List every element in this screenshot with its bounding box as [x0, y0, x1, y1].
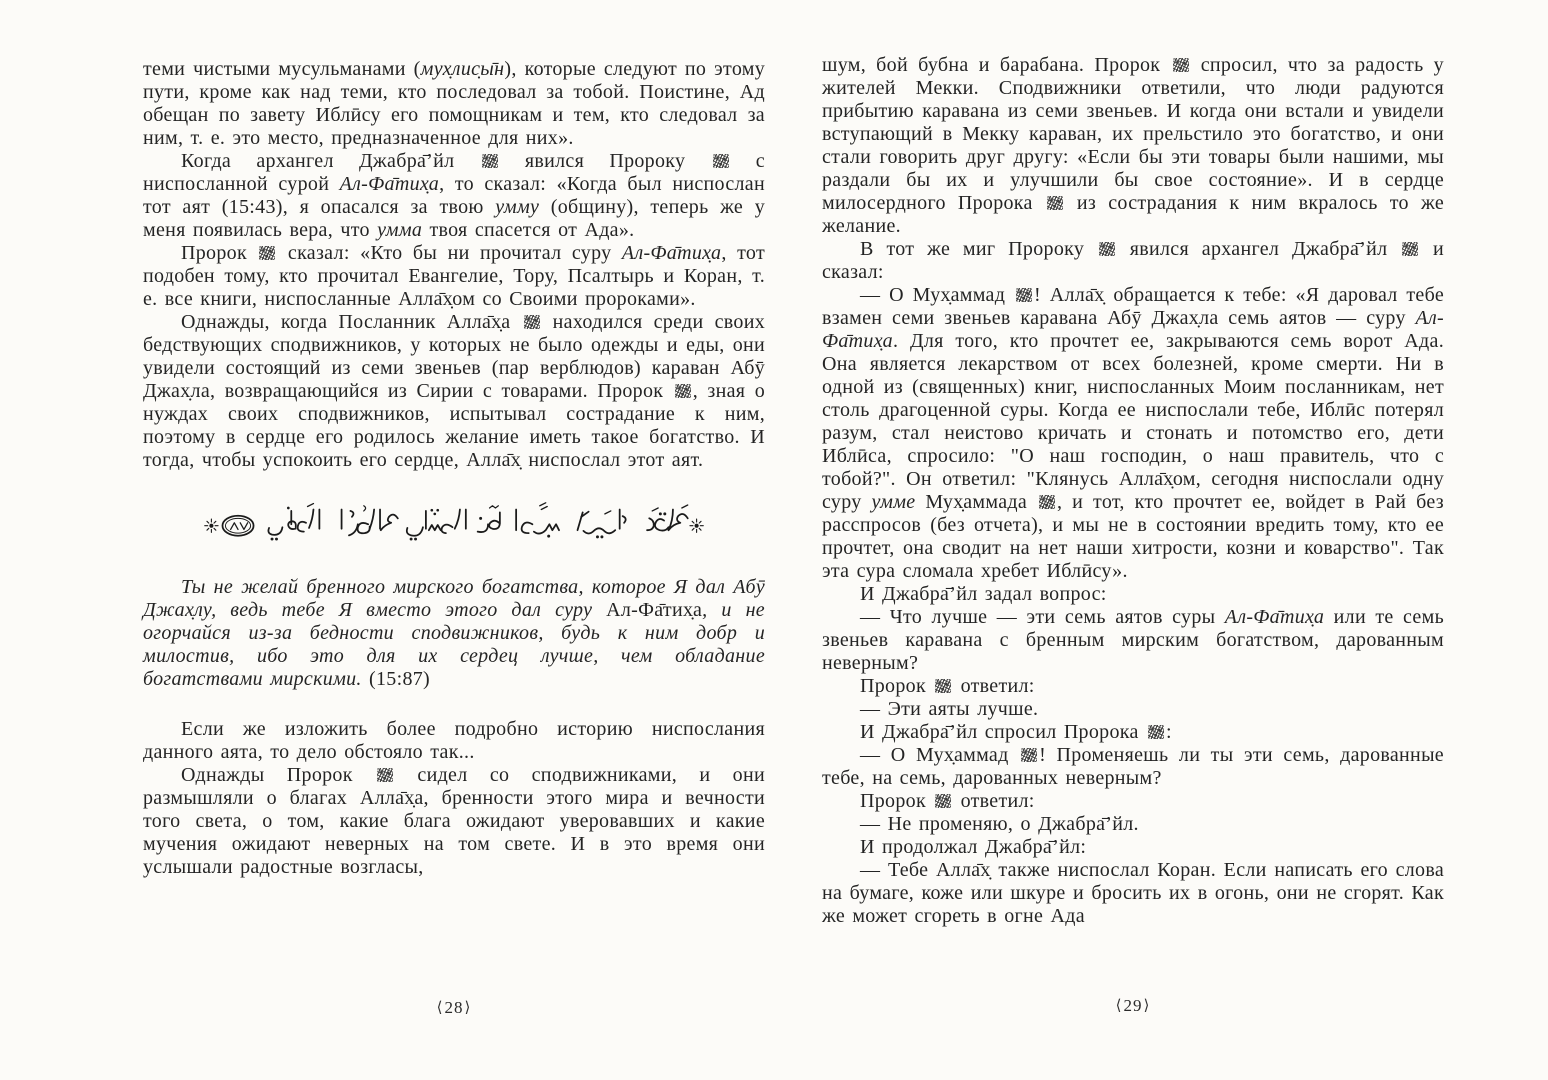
honorific-saw-icon: [675, 384, 691, 398]
body-text: — О Мух̣аммад: [860, 284, 1014, 306]
body-text: Когда архангел Джабра̄’йл: [181, 150, 480, 172]
body-text: И Джабра̄’йл спросил Пророка: [860, 721, 1146, 743]
paragraph: [822, 721, 1444, 744]
body-text: — Не променяю, о Джабра̄’йл.: [860, 813, 1139, 835]
body-text: — О Мух̣аммад: [860, 744, 1020, 766]
body-text: с ниспосланной сурой: [143, 150, 765, 195]
paragraph: [143, 718, 765, 764]
paragraph: [143, 242, 765, 311]
emphasized-text: мух̣лис̣ы̄н: [420, 58, 505, 80]
body-text: Мух̣аммада: [915, 491, 1037, 513]
paragraph: [143, 576, 765, 691]
body-text: , и тот, кто прочтет ее, войдет в Рай без расспросов (без отчета), и мы не в состоянии вредить тому, кто ее прочтет, она сводит на нет наши хитрости, козни и коварство". Так эта сура сломала хребет Иблӣсу».: [822, 491, 1444, 582]
body-text: сказал: «Кто бы ни прочитал суру: [277, 242, 622, 264]
honorific-saw-icon: [1039, 495, 1055, 509]
body-text: или те семь звеньев каравана с бренным мирским богатством, дарованным неверным?: [822, 606, 1444, 674]
quran-verse-line: [143, 502, 765, 554]
body-text: явился Пророку: [499, 150, 711, 172]
honorific-saw-icon: [377, 768, 393, 782]
body-text: сидел со сподвижниками, и они размышляли о благах Алла̄х̣а, бренности этого мира и вечности того света, о том, какие блага ожидают уверовавших и какие мучения ожидают неверных на том свете. И в это время они услышали радостные возгласы,: [143, 764, 765, 878]
emphasized-text: умме: [871, 491, 916, 513]
body-text: И Джабра̄’йл задал вопрос:: [860, 583, 1107, 605]
honorific-saw-icon: [935, 679, 951, 693]
page-number-ornament-right: ⟩: [464, 1000, 472, 1016]
honorific-saw-icon: [713, 154, 729, 168]
body-text: :: [1165, 721, 1172, 743]
paragraph: [822, 813, 1444, 836]
body-text: ), которые следуют по этому пути, кроме как над теми, кто последовал за тобой. Поистине, Ад обещан по завету Иблӣсу его помощникам и тем, кто следовал за ним, т. е. это место, предназначенное для них».: [143, 58, 766, 149]
honorific-saw-icon: [1021, 748, 1037, 762]
body-text: Пророк: [860, 790, 934, 812]
page-29-text-column: [822, 54, 1444, 928]
honorific-saw-icon: [935, 794, 951, 808]
paragraph: [143, 764, 765, 879]
body-text: из сострадания к ним вкралось то же желание.: [822, 192, 1444, 237]
paragraph: [822, 675, 1444, 698]
emphasized-text: умму: [495, 196, 540, 218]
paragraph: [822, 54, 1444, 238]
body-text: — Эти аяты лучше.: [860, 698, 1039, 720]
arabic-calligraphy: [204, 502, 704, 548]
emphasized-text: Ал-Фа̄тих̣а: [822, 307, 1444, 352]
rosette-left: [205, 519, 218, 532]
page-number-value: 29: [1123, 996, 1143, 1015]
page-number-ornament-right: ⟩: [1143, 998, 1151, 1014]
body-text: ! Алла̄х̣ обращается к тебе: «Я даровал тебе взамен семи звеньев каравана Абӯ Джах̣ла семь аятов — суру: [822, 284, 1444, 329]
emphasized-text: умма: [377, 219, 423, 241]
emphasized-text: Ал-Фа̄тих̣а: [621, 242, 722, 264]
body-text: и сказал:: [822, 238, 1445, 283]
body-text: Однажды Пророк: [181, 764, 376, 786]
rosette-right: [690, 519, 703, 532]
body-text: явился архангел Джабра̄’йл: [1116, 238, 1401, 260]
body-text: . Для того, кто прочтет ее, закрываются семь ворот Ада. Она является лекарством от всех болезней, кроме смерти. Ни в одной из (священных) книг, ниспосланных Моим посланникам, нет столь драгоценной суры. Когда ее ниспослали тебе, Иблӣс потерял разум, стал неистово кричать и стонать и потомство его, дети Иблӣса, спросило: "О наш господин, о наш правитель, что с тобой?". Он ответил: "Клянусь Алла̄х̣ом, сегодня ниспослали одну суру: [822, 330, 1444, 513]
page-number-ornament-left: ⟨: [436, 1000, 444, 1016]
paragraph: [822, 790, 1444, 813]
body-text: Если же изложить более подробно историю ниспослания данного аята, то дело обстояло так...: [143, 718, 765, 763]
paragraph: [822, 284, 1444, 583]
body-text: Ал-Фа̄тих̣а: [606, 599, 703, 621]
page-number-value: 28: [444, 998, 464, 1017]
body-text: теми чистыми мусульманами (: [143, 58, 421, 80]
page-number-ornament-left: ⟨: [1115, 998, 1123, 1014]
paragraph: [822, 859, 1444, 928]
paragraph: [822, 606, 1444, 675]
honorific-saw-icon: [1099, 242, 1115, 256]
body-text: , тот подобен тому, кто прочитал Евангелие, Тору, Псалтырь и Коран, т. е. все книги, ниспосланные Алла̄х̣ом со Своими пророками».: [143, 242, 766, 310]
body-text: шум, бой бубна и барабана. Пророк: [822, 54, 1171, 76]
honorific-as-icon: [1402, 242, 1418, 256]
honorific-saw-icon: [1016, 288, 1032, 302]
paragraph: [143, 150, 765, 242]
body-text: (15:87): [369, 668, 431, 690]
paragraph: [822, 583, 1444, 606]
emphasized-text: Ал-Фа̄тих̣а: [339, 173, 440, 195]
honorific-saw-icon: [1173, 58, 1189, 72]
emphasized-text: , и не огорчайся из-за бедности сподвижников, будь к ним добр и милостив, ибо это для их сердец лучше, чем обладание богатствами мирскими.: [143, 599, 765, 690]
page-number-28: [143, 998, 765, 1018]
body-text: — Тебе Алла̄х̣ также ниспослал Коран. Если написать его слова на бумаге, коже или шкуре и бросить их в огонь, они не сгорят. Как же может сгореть в огне Ада: [822, 859, 1444, 927]
body-text: , зная о нуждах своих сподвижников, испытывал сострадание к ним, поэтому в сердце его родилось желание иметь такое богатство. И тогда, чтобы успокоить его сердце, Алла̄х̣ ниспослал этот аят.: [143, 380, 765, 471]
body-text: находился среди своих бедствующих сподвижников, у которых не было одежды и еды, они увидели состоящий из семи звеньев (пар верблюдов) караван Абӯ Джах̣ла, возвращающийся из Сирии с товарами. Пророк: [143, 311, 765, 402]
emphasized-text: Ал-Фа̄тих̣а: [1224, 606, 1325, 628]
honorific-saw-icon: [1148, 725, 1164, 739]
paragraph: [822, 744, 1444, 790]
paragraph: [143, 58, 765, 150]
body-text: спросил, что за радость у жителей Мекки. Сподвижники ответили, что люди радуются прибытию каравана из семи звеньев. И когда они встали и увидели вступающий в Мекку караван, их прельстило это богатство, и они стали говорить друг другу: «Если бы эти товары были нашими, мы раздали бы их и улучшили бы свое состояние». И в сердце милосердного Пророка: [822, 54, 1444, 214]
body-text: Однажды, когда Посланник Алла̄х̣а: [181, 311, 522, 333]
body-text: твоя спасется от Ада».: [422, 219, 635, 241]
body-text: ! Променяешь ли ты эти семь, дарованные тебе, на семь, дарованных неверным?: [822, 744, 1444, 789]
paragraph: [822, 836, 1444, 859]
body-text: Пророк: [860, 675, 934, 697]
body-text: (общину), теперь же у меня появилась вера, что: [143, 196, 765, 241]
body-text: В тот же миг Пророку: [860, 238, 1097, 260]
honorific-saw-icon: [524, 315, 540, 329]
honorific-saw-icon: [1047, 196, 1063, 210]
paragraph: [143, 311, 765, 472]
page-number-29: [822, 996, 1444, 1016]
body-text: И продолжал Джабра̄’йл:: [860, 836, 1087, 858]
honorific-as-icon: [482, 154, 498, 168]
emphasized-text: Ты не желай бренного мирского богатства, которое Я дал Абӯ Джах̣лу, ведь тебе Я вместо этого дал суру: [143, 576, 765, 621]
body-text: ответил:: [953, 675, 1035, 697]
paragraph: [822, 698, 1444, 721]
ayah-medallion: [222, 516, 253, 536]
body-text: — Что лучше — эти семь аятов суры: [860, 606, 1225, 628]
body-text: Пророк: [181, 242, 258, 264]
body-text: , то сказал: «Когда был ниспослан тот аят (15:43), я опасался за твою: [143, 173, 765, 218]
body-text: ответил:: [953, 790, 1035, 812]
honorific-saw-icon: [259, 246, 275, 260]
page-28-text-column: [143, 58, 765, 879]
paragraph: [822, 238, 1444, 284]
